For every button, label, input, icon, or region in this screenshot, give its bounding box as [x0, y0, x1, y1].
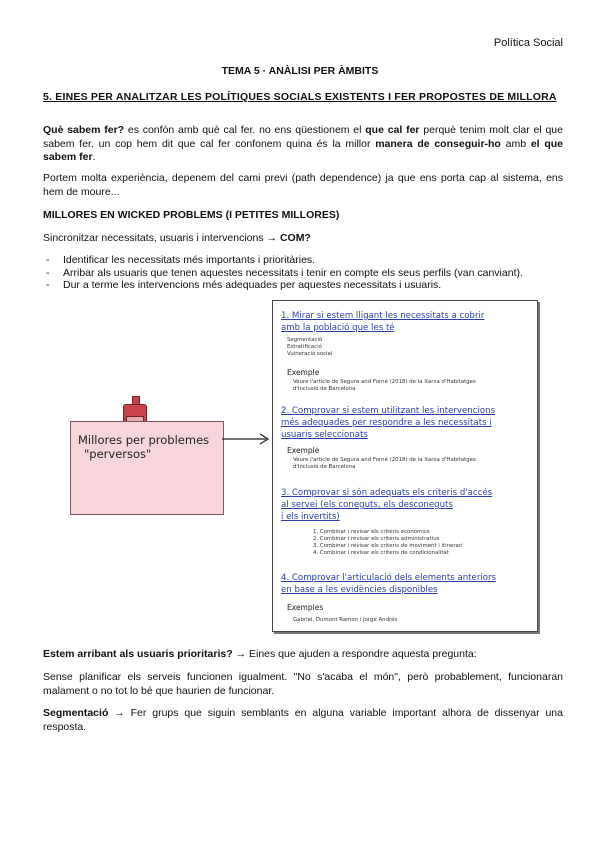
step-1-line-1: 1. Mirar si estem lligant les necessitats a cobrir: [281, 311, 485, 321]
p1-bold-2: que cal fer: [365, 124, 420, 136]
problem-box-line-1: Millores per problemes: [78, 433, 210, 447]
examples-label: Exemples: [287, 603, 324, 612]
step-3-line-3: i els invertits): [281, 512, 340, 522]
segmentacio-rest: → Fer grups que siguin semblants en alguna variable important alhora de dissenyar una resposta.: [43, 707, 563, 733]
step-4-line-1: 4. Comprovar l'articulació dels elements anteriors: [281, 573, 497, 583]
question-line: [43, 648, 563, 662]
sync-line: [43, 232, 563, 246]
course-name: Política Social: [493, 37, 563, 49]
ref-1-line-1: Veure l'article de Segura and Forné (2018) de la Xarxa d'Habitatges: [293, 379, 476, 385]
step-3-item: 3. Combinar i revisar els criteris de moviment i itinerari: [313, 543, 463, 549]
problem-box-line-2: "perversos": [84, 447, 152, 461]
ref-4: Gabriel, Dumont Ramon i Jorge Andrés: [293, 617, 398, 623]
ref-2-line-2: d'Inclusió de Barcelona: [293, 464, 356, 470]
bullet-list: [43, 254, 563, 292]
p1-text-3: amb: [500, 137, 531, 150]
paragraph-planificar: Sense planificar els serveis funcionen igualment. "No s'acaba el món", però probablement, funcionaran malament o no tot lo bé que haurien de funcionar.: [43, 671, 563, 697]
step-3-line-2: al servei (els coneguts, els desconeguts: [281, 500, 453, 510]
step-3-item: 1. Combinar i revisar els criteris econòmics: [313, 529, 430, 535]
paragraph-que-sabem-fer: [43, 124, 563, 165]
question-rest: → Eines que ajuden a respondre aquesta pregunta:: [232, 648, 477, 660]
ref-1-line-2: d'Inclusió de Barcelona: [293, 386, 356, 392]
step-1-item: Segmentació: [287, 337, 323, 343]
problem-box-label: [78, 433, 209, 461]
list-item: - Identificar les necessitats més importants i prioritàries.: [43, 254, 563, 267]
example-label-2: Exemple: [287, 446, 320, 455]
arrow-icon: [222, 432, 274, 446]
sync-bold: COM?: [279, 232, 311, 244]
p1-text-1: es confón amb què cal fer. no ens qüestionem el: [124, 124, 366, 136]
step-4-line-2: en base a les evidències disponibles: [281, 585, 438, 595]
p1-text-2: perquè tenim molt clar el que sabem fer. un cop hem dit que cal fer confonem quina és la millor: [43, 124, 563, 150]
step-2-line-3: usuaris seleccionats: [281, 430, 368, 440]
step-1-item: Vulneració social: [287, 351, 333, 357]
p1-text-4: .: [92, 151, 96, 163]
p1-bold-3: manera de conseguir-ho: [375, 137, 501, 150]
step-3-item: 4. Combinar i revisar els criteris de condicionalitat: [313, 550, 449, 556]
question-bold: Estem arribant als usuaris prioritaris?: [43, 648, 233, 660]
page-title: TEMA 5 · ANÀLISI PER ÀMBITS: [221, 65, 379, 77]
paragraph-segmentacio: [43, 707, 563, 734]
list-item: - Arribar als usuaris que tenen aquestes necessitats i tenir en compte els seus perfils (van canviant).: [43, 267, 563, 280]
section-heading: 5. EINES PER ANALITZAR LES POLÍTIQUES SOCIALS EXISTENTS I FER PROPOSTES DE MILLORA: [43, 91, 557, 103]
step-3-line-1: 3. Comprovar si són adequats els criteris d'accés: [281, 488, 493, 498]
step-2-line-1: 2. Comprovar si estem utilitzant les intervencions: [281, 406, 496, 416]
paragraph-path-dependence: Portem molta experiència, depenem del cami previ (path dependence) ja que ens porta cap al sistema, ens hem de moure...: [43, 172, 563, 198]
sync-text: Sincronitzar necessitats, usuaris i intervencions →: [43, 232, 280, 244]
step-1-item: Estratificació: [287, 344, 322, 350]
p1-bold-1: Què sabem fer?: [43, 124, 125, 136]
segmentacio-bold: Segmentació: [43, 707, 109, 719]
step-1-line-2: amb la població que les té: [281, 323, 395, 333]
list-item: - Dur a terme les intervencions més adequades per aquestes necessitats i usuaris.: [43, 279, 563, 292]
example-label-1: Exemple: [287, 368, 320, 377]
wicked-problems-heading: MILLORES EN WICKED PROBLEMS (I PETITES MILLORES): [43, 209, 340, 221]
ref-2-line-1: Veure l'article de Segura and Forné (2018) de la Xarxa d'Habitatges: [293, 457, 476, 463]
step-2-line-2: més adequades per respondre a les necessitats i: [281, 418, 492, 428]
p1-bold-4: el que sabem fer: [43, 137, 563, 163]
notes-panel: [272, 300, 538, 632]
step-3-item: 2. Combinar i revisar els criteris administratius: [313, 536, 440, 542]
